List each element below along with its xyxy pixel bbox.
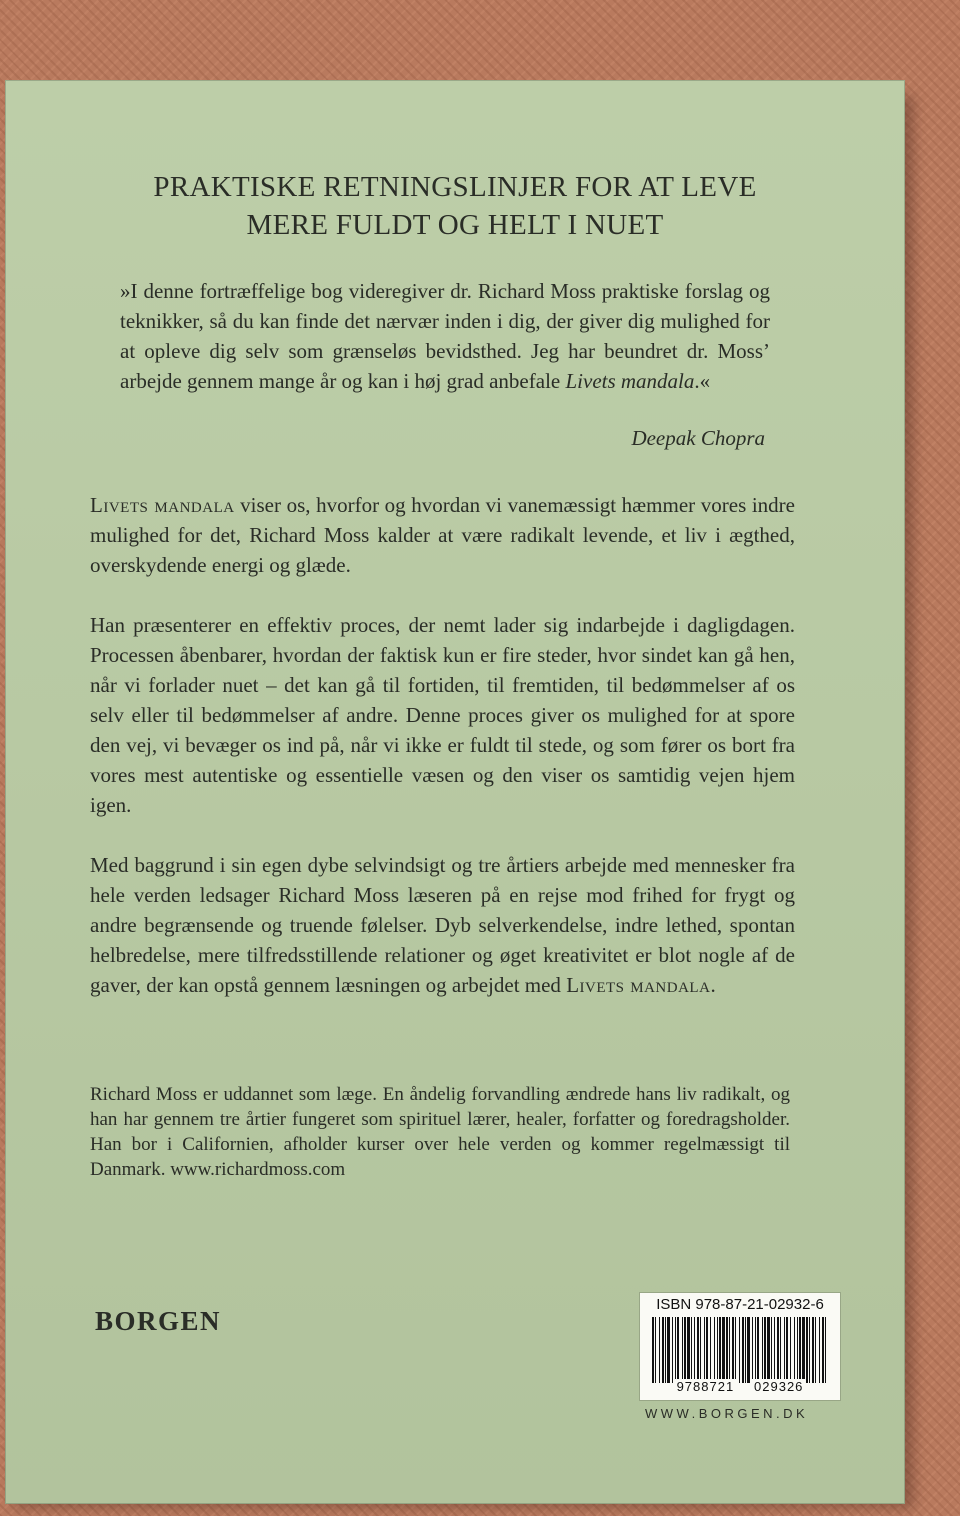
barcode-bar: [662, 1317, 664, 1383]
barcode-bar: [652, 1317, 654, 1383]
barcode-bar: [735, 1317, 736, 1383]
barcode-bar: [722, 1317, 725, 1383]
barcode-bar: [752, 1317, 753, 1383]
barcode-bar: [694, 1317, 695, 1383]
barcode-bar: [764, 1317, 766, 1383]
barcode-bar: [655, 1317, 656, 1383]
barcode-bar: [687, 1317, 690, 1383]
barcode-bar: [726, 1317, 728, 1383]
paragraph3-book-title: Livets mandala: [566, 973, 711, 997]
quote-end: .«: [694, 369, 711, 393]
barcode-bar: [815, 1317, 816, 1383]
author-bio: Richard Moss er uddannet som læge. En åndelig forvandling ændrede hans liv radikalt, og han har gennem tre årtier fungeret som spirituel lærer, healer, forfatter og foredragsholder. Han bor i Californien, afholder kurser over hele verden og kommer regelmæssigt til Danmark. www.richardmoss.com: [90, 1084, 790, 1180]
quote-attribution: Deepak Chopra: [631, 426, 765, 450]
publisher-website: WWW.BORGEN.DK: [645, 1406, 809, 1421]
barcode-digits-left: 9788721: [674, 1379, 738, 1394]
barcode-bar: [732, 1317, 734, 1383]
barcode-bar: [802, 1317, 805, 1383]
barcode-digits-right: 029326: [751, 1379, 806, 1394]
heading-line-2: MERE FULDT OG HELT I NUET: [246, 209, 664, 241]
barcode-bar: [762, 1317, 763, 1383]
barcode-bar: [784, 1317, 785, 1383]
barcode-bar: [797, 1317, 798, 1383]
barcode-bar: [786, 1317, 788, 1383]
barcode-bar: [799, 1317, 801, 1383]
barcode-bar: [790, 1317, 791, 1383]
quote-text: »I denne fortræffelige bog videregiver dr. Richard Moss praktiske forslag og teknikker, så du kan finde det nærvær inden i dig, der giver dig mulighed for at opleve dig selv som grænseløs bevidsthed. Jeg har beundret dr. Moss’ arbejde gennem mange år og kan i høj grad anbefale: [120, 279, 770, 393]
barcode-bar: [677, 1317, 679, 1383]
barcode-bar: [812, 1317, 814, 1383]
barcode-bar: [794, 1317, 795, 1383]
barcode-bar: [682, 1317, 683, 1383]
barcode-bar: [675, 1317, 676, 1383]
cover-heading: [5, 168, 905, 244]
barcode-bar: [700, 1317, 701, 1383]
barcode-bar: [684, 1317, 686, 1383]
barcode-bar: [757, 1317, 759, 1383]
barcode-digits: [640, 1379, 840, 1394]
barcode-bar: [704, 1317, 705, 1383]
barcode-bar: [742, 1317, 744, 1383]
barcode-bar: [717, 1317, 718, 1383]
barcode-bar: [774, 1317, 775, 1383]
barcode-bar: [729, 1317, 730, 1383]
barcode-bar: [777, 1317, 779, 1383]
description-paragraph-2: Han præsenterer en effektiv proces, der nemt lader sig indarbejde i dagligdagen. Processen åbenbarer, hvordan der faktisk kun er fire steder, hvor sindet kan gå hen, når vi forlader nuet – det kan gå til fortiden, til fremtiden, til bedømmelser af os selv eller til bedømmelser af andre. Denne proces giver os mulighed for at spore den vej, vi bevæger os ind på, når vi ikke er fuldt til stede, og som fører os bort fra vores mest autentiske og essentielle væsen og den viser os samtidig vejen hjem igen.: [90, 613, 795, 817]
barcode-bar: [780, 1317, 781, 1383]
quote-book-title: Livets mandala: [565, 369, 695, 393]
isbn-number: ISBN 978-87-21-02932-6: [656, 1296, 824, 1313]
barcode-bar: [767, 1317, 770, 1383]
barcode-bar: [706, 1317, 708, 1383]
paragraph1-book-title: Livets mandala: [90, 493, 235, 517]
barcode-bar: [714, 1317, 715, 1383]
barcode-bar: [719, 1317, 721, 1383]
barcode-bars: [652, 1317, 828, 1383]
barcode-bar: [691, 1317, 692, 1383]
barcode-bar: [672, 1317, 673, 1383]
book-back-cover: [5, 80, 905, 1504]
barcode-bar: [697, 1317, 699, 1383]
description-paragraph-1: [90, 490, 795, 580]
paragraph3-text: Med baggrund i sin egen dybe selvindsigt og tre årtiers arbejde med mennesker fra hele verden ledsager Richard Moss læseren på en rejse mod frihed for frygt og andre begrænsende og truende følelser. Dyb selverkendelse, indre lethed, spontan helbredelse, mere tilfredsstillende relationer og øget kreativitet er blot nogle af de gaver, der kan opstå gennem læsningen og arbejdet med: [90, 853, 795, 997]
barcode-bar: [819, 1317, 820, 1383]
paragraph1-text: viser os, hvorfor og hvordan vi vanemæssigt hæmmer vores indre mulighed for det, Richard Moss kalder at være radikalt levende, et liv i ægthed, overskydende energi og glæde.: [90, 493, 795, 577]
barcode-bar: [739, 1317, 740, 1383]
barcode-bar: [667, 1317, 670, 1383]
description-paragraph-3: [90, 850, 795, 1000]
barcode-bar: [665, 1317, 666, 1383]
paragraph3-end: .: [710, 973, 716, 997]
endorsement-quote: [120, 276, 770, 396]
barcode-bar: [745, 1317, 746, 1383]
barcode-bar: [659, 1317, 660, 1383]
barcode-bar: [755, 1317, 756, 1383]
barcode-bar: [806, 1317, 808, 1383]
barcode-bar: [809, 1317, 810, 1383]
isbn-barcode: [640, 1293, 840, 1400]
barcode-bar: [710, 1317, 711, 1383]
barcode-bar: [771, 1317, 772, 1383]
barcode-bar: [822, 1317, 824, 1383]
barcode-bar: [825, 1317, 826, 1383]
publisher-logo: BORGEN: [95, 1306, 222, 1336]
heading-line-1: PRAKTISKE RETNINGSLINJER FOR AT LEVE: [153, 171, 757, 203]
barcode-bar: [747, 1317, 750, 1383]
